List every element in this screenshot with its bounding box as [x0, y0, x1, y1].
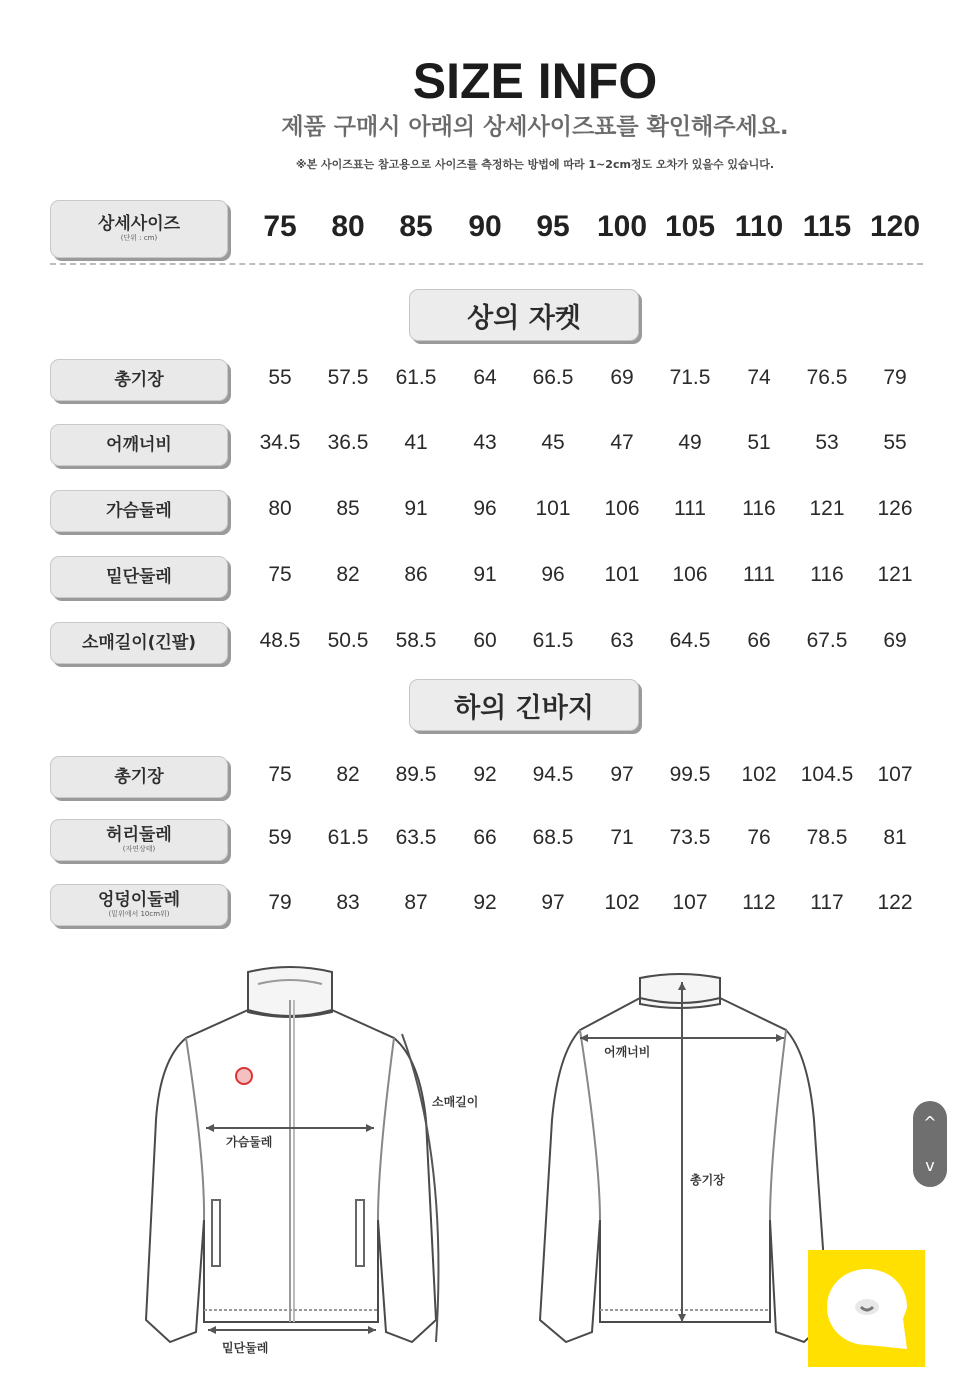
table-row: [246, 366, 946, 396]
table-cell: 69: [610, 366, 634, 389]
table-cell: 68.5: [532, 826, 574, 849]
table-cell: 91: [404, 497, 428, 520]
table-cell: 49: [678, 431, 702, 454]
table-cell: 106: [604, 497, 640, 520]
jacket-section-title: 상의 자켓: [409, 289, 639, 341]
table-cell: 67.5: [806, 629, 848, 652]
table-cell: 79: [268, 891, 292, 914]
page-subtitle: 제품 구매시 아래의 상세사이즈표를 확인해주세요.: [281, 114, 789, 140]
table-cell: 81: [883, 826, 907, 849]
table-cell: 60: [473, 629, 497, 652]
size-cell: 90: [468, 210, 502, 243]
scroll-widget[interactable]: [913, 1101, 947, 1187]
table-cell: 58.5: [395, 629, 437, 652]
table-cell: 86: [404, 563, 428, 586]
table-cell: 126: [877, 497, 913, 520]
table-cell: 73.5: [669, 826, 711, 849]
table-cell: 69: [883, 629, 907, 652]
jacket-row-label: [50, 424, 228, 466]
table-row: [246, 497, 946, 527]
table-cell: 57.5: [327, 366, 369, 389]
table-cell: 55: [268, 366, 292, 389]
back-shoulder-label: 어깨너비: [604, 1045, 651, 1059]
jacket-row-label: [50, 622, 228, 664]
front-chest-label: 가슴둘레: [226, 1135, 273, 1149]
size-header-unit: (단위 : cm): [120, 234, 158, 242]
size-header-label-text: 상세사이즈: [97, 214, 181, 234]
table-cell: 107: [672, 891, 708, 914]
table-cell: 50.5: [327, 629, 369, 652]
table-cell: 102: [741, 763, 777, 786]
table-cell: 61.5: [395, 366, 437, 389]
table-cell: 116: [742, 497, 776, 520]
size-cell: 75: [263, 210, 297, 243]
table-cell: 64: [473, 366, 497, 389]
table-cell: 92: [473, 763, 497, 786]
back-length-label: 총기장: [690, 1173, 725, 1187]
scroll-down-icon[interactable]: v: [925, 1155, 935, 1175]
table-cell: 106: [672, 563, 708, 586]
table-cell: 76: [747, 826, 771, 849]
table-cell: 63: [610, 629, 634, 652]
table-cell: 102: [604, 891, 640, 914]
table-cell: 87: [404, 891, 428, 914]
jacket-row-label-text: 어깨너비: [106, 434, 172, 455]
front-hem-label: 밑단둘레: [222, 1341, 269, 1355]
table-cell: 66: [473, 826, 497, 849]
table-cell: 112: [742, 891, 776, 914]
table-row: [246, 563, 946, 593]
jacket-row-label: [50, 556, 228, 598]
table-row: [246, 891, 946, 921]
table-cell: 48.5: [259, 629, 301, 652]
size-cell: 85: [399, 210, 433, 243]
table-cell: 111: [674, 497, 706, 520]
table-cell: 45: [541, 431, 565, 454]
table-cell: 74: [747, 366, 771, 389]
table-row: [246, 431, 946, 461]
table-cell: 111: [743, 563, 775, 586]
table-cell: 36.5: [327, 431, 369, 454]
table-cell: 66.5: [532, 366, 574, 389]
jacket-row-label-text: 소매길이(긴팔): [81, 632, 197, 653]
divider: [50, 263, 923, 265]
table-cell: 61.5: [327, 826, 369, 849]
size-cell: 95: [536, 210, 570, 243]
table-row: [246, 763, 946, 793]
scroll-up-icon[interactable]: ^: [923, 1112, 937, 1132]
table-cell: 71: [610, 826, 634, 849]
table-cell: 96: [541, 563, 565, 586]
table-cell: 104.5: [800, 763, 854, 786]
table-cell: 47: [610, 431, 634, 454]
table-cell: 64.5: [669, 629, 711, 652]
jacket-row-label-text: 총기장: [114, 369, 164, 390]
table-cell: 122: [877, 891, 913, 914]
table-cell: 41: [404, 431, 428, 454]
table-cell: 66: [747, 629, 771, 652]
table-cell: 116: [810, 563, 844, 586]
pants-row-label-text: 총기장: [114, 766, 164, 787]
table-cell: 59: [268, 826, 292, 849]
table-cell: 89.5: [395, 763, 437, 786]
table-cell: 97: [541, 891, 565, 914]
table-cell: 117: [810, 891, 844, 914]
table-cell: 85: [336, 497, 360, 520]
jacket-row-label: [50, 490, 228, 532]
table-cell: 121: [877, 563, 913, 586]
table-cell: 82: [336, 563, 360, 586]
table-cell: 97: [610, 763, 634, 786]
table-cell: 75: [268, 563, 292, 586]
jacket-row-label: [50, 359, 228, 401]
table-cell: 34.5: [259, 431, 301, 454]
jacket-row-label-text: 가슴둘레: [106, 500, 172, 521]
table-cell: 63.5: [395, 826, 437, 849]
table-cell: 83: [336, 891, 360, 914]
pants-row-sublabel: (밑위에서 10cm위): [108, 910, 170, 918]
table-cell: 79: [883, 366, 907, 389]
table-cell: 71.5: [669, 366, 711, 389]
table-cell: 61.5: [532, 629, 574, 652]
jacket-row-label-text: 밑단둘레: [106, 566, 172, 587]
pants-row-label: [50, 819, 228, 861]
size-header-label: [50, 200, 228, 258]
table-cell: 91: [473, 563, 497, 586]
table-row: [246, 629, 946, 659]
chat-button[interactable]: [808, 1250, 925, 1367]
size-cell: 115: [802, 210, 852, 243]
table-cell: 55: [883, 431, 907, 454]
table-cell: 51: [747, 431, 771, 454]
table-cell: 92: [473, 891, 497, 914]
table-row: [246, 826, 946, 856]
pants-row-label-text: 엉덩이둘레: [97, 890, 181, 910]
pants-row-label: [50, 756, 228, 798]
chat-bubble-icon: [821, 1263, 913, 1355]
size-cell: 105: [664, 210, 716, 243]
size-cell: 100: [596, 210, 648, 243]
table-cell: 121: [809, 497, 845, 520]
table-cell: 78.5: [806, 826, 848, 849]
table-cell: 96: [473, 497, 497, 520]
pants-row-sublabel: (자연상태): [122, 845, 156, 853]
back-jacket-drawing: [540, 974, 828, 1342]
size-header-row: [246, 208, 946, 248]
table-cell: 94.5: [532, 763, 574, 786]
table-cell: 53: [815, 431, 839, 454]
table-cell: 43: [473, 431, 497, 454]
page-title: SIZE INFO: [412, 53, 658, 109]
table-cell: 99.5: [669, 763, 711, 786]
table-cell: 75: [268, 763, 292, 786]
pants-row-label-text: 허리둘레: [106, 825, 172, 845]
pants-section-title: 하의 긴바지: [409, 679, 639, 731]
table-cell: 82: [336, 763, 360, 786]
size-cell: 110: [734, 210, 784, 243]
front-jacket-drawing: [146, 967, 438, 1342]
size-cell: 80: [331, 210, 365, 243]
table-cell: 101: [604, 563, 640, 586]
table-cell: 80: [268, 497, 292, 520]
table-cell: 76.5: [806, 366, 848, 389]
table-cell: 107: [877, 763, 913, 786]
size-note: ※본 사이즈표는 참고용으로 사이즈를 측정하는 방법에 따라 1~2cm정도 오차가 있을수 있습니다.: [295, 158, 775, 171]
size-cell: 120: [869, 210, 921, 243]
pants-row-label: [50, 884, 228, 926]
table-cell: 101: [535, 497, 571, 520]
front-sleeve-label: 소매길이: [432, 1095, 479, 1109]
